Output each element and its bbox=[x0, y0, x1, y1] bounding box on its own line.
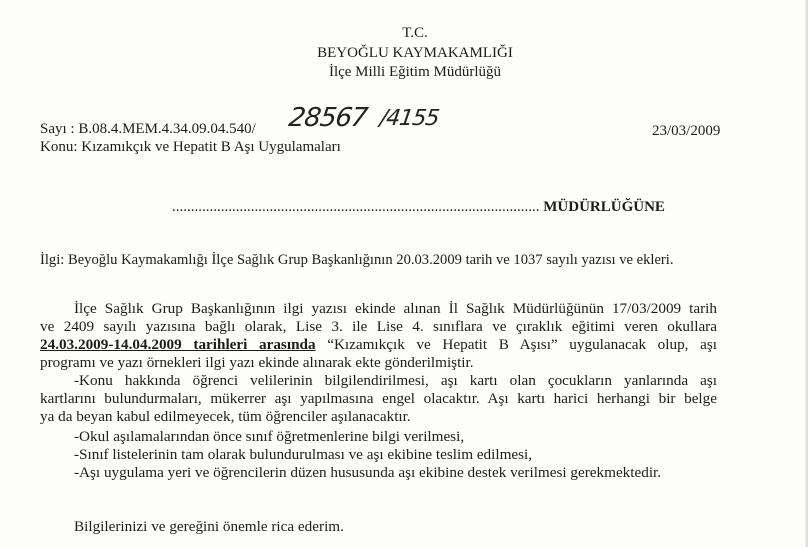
closing-line: Bilgilerinizi ve gereğini önemle rica ederim. bbox=[74, 518, 344, 535]
list-item: -Sınıf listelerinin tam olarak bulundurulması ve aşı ekibine teslim edilmesi, bbox=[74, 446, 533, 463]
handwritten-number: 28567 bbox=[286, 103, 369, 133]
body-p2-line3: ya da beyan kabul edilmeyecek, tüm öğrenciler aşılanacaktır. bbox=[40, 408, 411, 425]
body-p1-line3-rest: “Kızamıkçık ve Hepatit B Aşısı” uygulanacak olup, aşı bbox=[327, 336, 717, 353]
sayi-label: Sayı bbox=[40, 121, 67, 137]
header-tc: T.C. bbox=[402, 25, 428, 41]
konu-value: Kızamıkçık ve Hepatit B Aşı Uygulamaları bbox=[81, 139, 341, 155]
konu-row bbox=[40, 139, 341, 156]
header-kaymakamlik: BEYOĞLU KAYMAKAMLIĞI bbox=[317, 45, 513, 61]
body-p1-line3 bbox=[40, 336, 717, 354]
addressee-row bbox=[172, 199, 665, 216]
body-p1-line2: ve 2409 sayılı yazısına bağlı olarak, Lise 3. ile Lise 4. sınıflara ve çıraklık eğitimi veren okullara bbox=[40, 318, 717, 335]
ilgi-line: İlgi: Beyoğlu Kaymakamlığı İlçe Sağlık Grup Başkanlığının 20.03.2009 tarih ve 1037 sayılı yazısı ve ekleri. bbox=[40, 252, 674, 268]
vaccination-date-range: 24.03.2009-14.04.2009 tarihleri arasında bbox=[40, 336, 316, 353]
document-date: 23/03/2009 bbox=[652, 123, 721, 139]
sayi-row bbox=[40, 121, 256, 138]
body-p2-line1: -Konu hakkında öğrenci velilerinin bilgilendirilmesi, aşı kartı olan çocukların yanlarında aşı bbox=[74, 372, 717, 389]
konu-label: Konu: bbox=[40, 139, 78, 155]
addressee-title: MÜDÜRLÜĞÜNE bbox=[543, 199, 665, 215]
body-p1-line1: İlçe Sağlık Grup Başkanlığının ilgi yazısı ekinde alınan İl Sağlık Müdürlüğünün 17/03/2009 tarih bbox=[74, 300, 717, 317]
list-item: -Okul aşılamalarından önce sınıf öğretmenlerine bilgi verilmesi, bbox=[74, 428, 465, 445]
handwritten-suffix: /4155 bbox=[378, 106, 441, 131]
header-mudurluk: İlçe Milli Eğitim Müdürlüğü bbox=[328, 64, 502, 80]
sayi-value: : B.08.4.MEM.4.34.09.04.540/ bbox=[70, 121, 256, 137]
addressee-dots: .................................................................................................. bbox=[172, 199, 540, 215]
list-item: -Aşı uygulama yeri ve öğrencilerin düzen hususunda aşı ekibine destek verilmesi gerekmektedir. bbox=[74, 464, 662, 481]
body-p1-line4: programı ve yazı örnekleri ilgi yazı ekinde alınarak ekte gönderilmiştir. bbox=[40, 354, 474, 371]
body-p2-line2: kartlarını bulundurmaları, mükerrer aşı yapılmasına engel olacaktır. Aşı kartı harici herhangi bir belge bbox=[40, 390, 717, 407]
